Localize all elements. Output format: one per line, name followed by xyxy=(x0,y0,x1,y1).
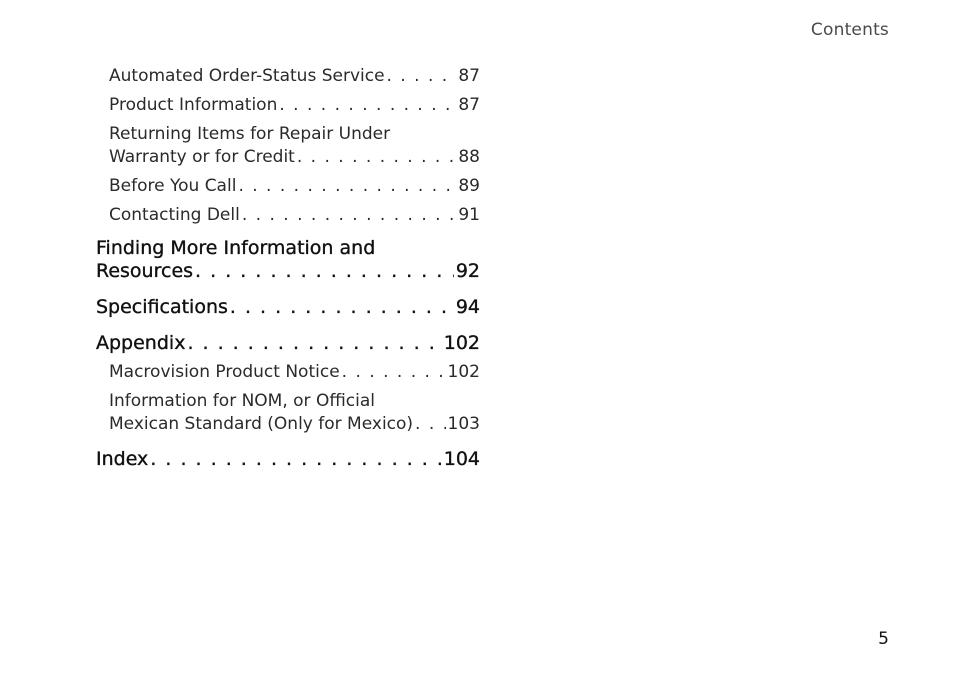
dot-leader xyxy=(195,260,454,283)
dot-leader xyxy=(230,296,454,319)
toc-entry-title: Specifications xyxy=(96,296,228,318)
dot-leader xyxy=(297,146,457,169)
toc-entry-specifications[interactable] xyxy=(96,296,480,319)
toc-entry-title: Before You Call xyxy=(109,176,237,196)
dot-leader xyxy=(187,332,441,355)
toc-entry-macrovision-notice[interactable] xyxy=(109,361,480,384)
toc-entry-title: Index xyxy=(96,448,149,470)
toc-entry-title: Resources xyxy=(96,260,194,282)
dot-leader xyxy=(238,175,456,198)
toc-entry-title-line1: Information for NOM, or Official xyxy=(109,391,375,411)
toc-entry-page: 87 xyxy=(458,66,480,86)
toc-entry-page: 102 xyxy=(443,332,480,354)
toc-entry-title: Appendix xyxy=(96,332,186,354)
toc-entry-title: Macrovision Product Notice xyxy=(109,362,340,382)
toc-entry-page: 87 xyxy=(458,95,480,115)
toc-entry-title-line1: Finding More Information and xyxy=(96,237,376,259)
toc-entry-page: 102 xyxy=(447,362,480,382)
toc-entry-before-you-call[interactable] xyxy=(109,175,480,198)
dot-leader xyxy=(150,448,441,471)
toc-entry-contacting-dell[interactable] xyxy=(109,204,480,227)
toc-entry-page: 104 xyxy=(443,448,480,470)
toc-entry-page: 94 xyxy=(455,296,480,318)
dot-leader xyxy=(242,204,457,227)
toc-entry-index[interactable] xyxy=(96,448,480,471)
toc-entry-product-information[interactable] xyxy=(109,94,480,117)
dot-leader xyxy=(342,361,446,384)
running-header: Contents xyxy=(810,20,889,40)
toc-entry-page: 89 xyxy=(458,176,480,196)
toc-entry-title: Warranty or for Credit xyxy=(109,147,295,167)
dot-leader xyxy=(279,94,456,117)
toc-entry-appendix[interactable] xyxy=(96,332,480,355)
toc-entry-title: Automated Order-Status Service xyxy=(109,66,385,86)
toc-entry-automated-order-status[interactable] xyxy=(109,65,480,88)
page-number: 5 xyxy=(878,629,889,649)
toc-entry-title: Mexican Standard (Only for Mexico) xyxy=(109,414,414,434)
toc-entry-title: Product Information xyxy=(109,95,278,115)
toc-entry-title-line1: Returning Items for Repair Under xyxy=(109,124,391,144)
toc-entry-page: 103 xyxy=(447,414,480,434)
toc-entry-nom-information[interactable] xyxy=(109,390,480,436)
table-of-contents xyxy=(96,65,480,484)
toc-entry-returning-items[interactable] xyxy=(109,123,480,169)
dot-leader xyxy=(387,65,457,88)
toc-entry-page: 88 xyxy=(458,147,480,167)
toc-entry-title: Contacting Dell xyxy=(109,205,240,225)
dot-leader xyxy=(415,413,446,436)
toc-entry-page: 91 xyxy=(458,205,480,225)
toc-entry-finding-more-information[interactable] xyxy=(96,237,480,283)
toc-entry-page: 92 xyxy=(455,260,480,282)
